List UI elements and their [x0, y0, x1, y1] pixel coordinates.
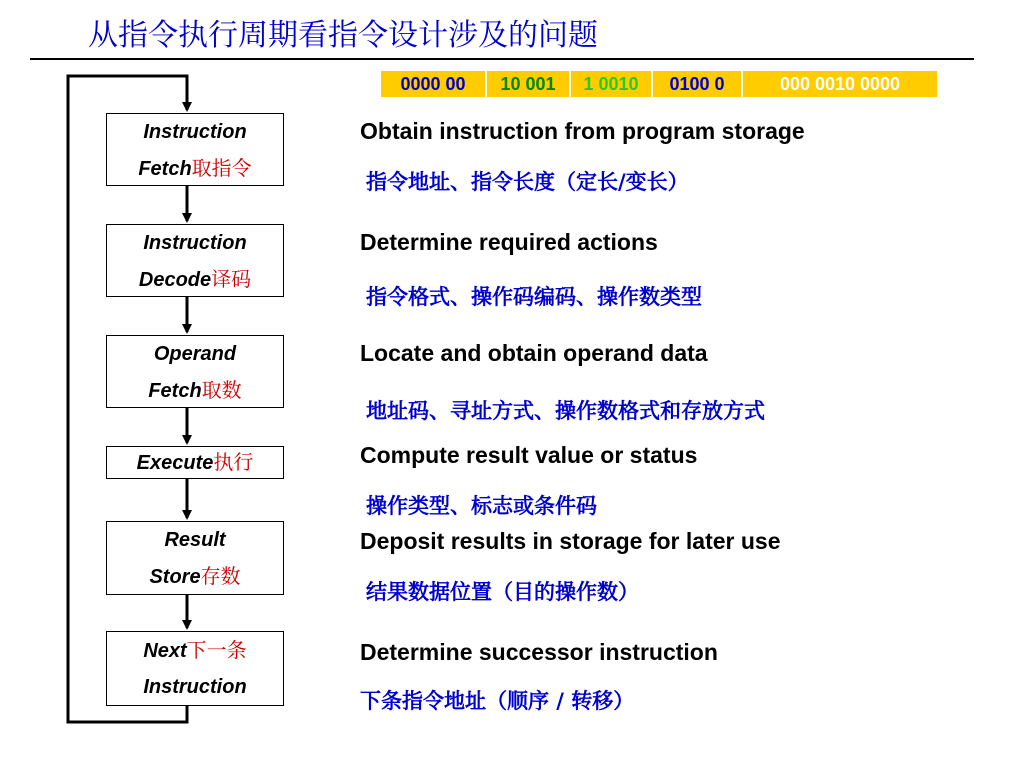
stage-label-cn: 执行 — [213, 450, 254, 474]
desc-store-en: Deposit results in storage for later use — [360, 528, 781, 554]
stage-label-cn: 存数 — [200, 564, 241, 588]
desc-decode-zh: 指令格式、操作码编码、操作数类型 — [366, 285, 702, 309]
stage-label-cn: 取指令 — [191, 156, 252, 180]
stage-label-cn: 取数 — [201, 378, 242, 402]
stage-label-cn: 译码 — [211, 267, 252, 291]
stage-result-store — [106, 521, 284, 595]
desc-execute-zh: 操作类型、标志或条件码 — [366, 494, 597, 518]
stage-label: Decode — [138, 269, 212, 291]
stage-label: Result — [164, 529, 226, 551]
stage-label: Execute — [136, 452, 214, 474]
page-title: 从指令执行周期看指令设计涉及的问题 — [88, 18, 598, 53]
bit-field-rt: 1 0010 — [571, 71, 653, 97]
stage-label: Instruction — [143, 232, 247, 254]
desc-store-zh: 结果数据位置（目的操作数） — [366, 580, 639, 604]
stage-next-instruction — [106, 631, 284, 706]
desc-execute-en: Compute result value or status — [360, 442, 698, 468]
desc-next-en: Determine successor instruction — [360, 639, 718, 665]
bit-field-rs: 10 001 — [487, 71, 571, 97]
bit-field-rd: 0100 0 — [653, 71, 743, 97]
stage-label: Fetch — [148, 380, 202, 402]
bit-field-opcode: 0000 00 — [381, 71, 487, 97]
stage-label: Instruction — [143, 121, 247, 143]
desc-fetch-en: Obtain instruction from program storage — [360, 118, 805, 144]
desc-fetch-zh: 指令地址、指令长度（定长/变长） — [366, 170, 689, 194]
desc-next-zh: 下条指令地址（顺序 / 转移） — [360, 689, 635, 713]
stage-execute — [106, 446, 284, 479]
stage-label: Fetch — [138, 158, 192, 180]
desc-decode-en: Determine required actions — [360, 229, 658, 255]
stage-instruction-decode — [106, 224, 284, 297]
desc-operand-en: Locate and obtain operand data — [360, 340, 708, 366]
stage-label: Next — [143, 640, 187, 662]
stage-label: Store — [149, 566, 201, 588]
stage-label: Instruction — [143, 676, 247, 698]
stage-instruction-fetch — [106, 113, 284, 186]
stage-label-cn: 下一条 — [186, 638, 247, 662]
stage-operand-fetch — [106, 335, 284, 408]
bit-field-rest: 000 0010 0000 — [743, 71, 939, 97]
stage-label: Operand — [153, 343, 237, 365]
desc-operand-zh: 地址码、寻址方式、操作数格式和存放方式 — [366, 399, 765, 423]
